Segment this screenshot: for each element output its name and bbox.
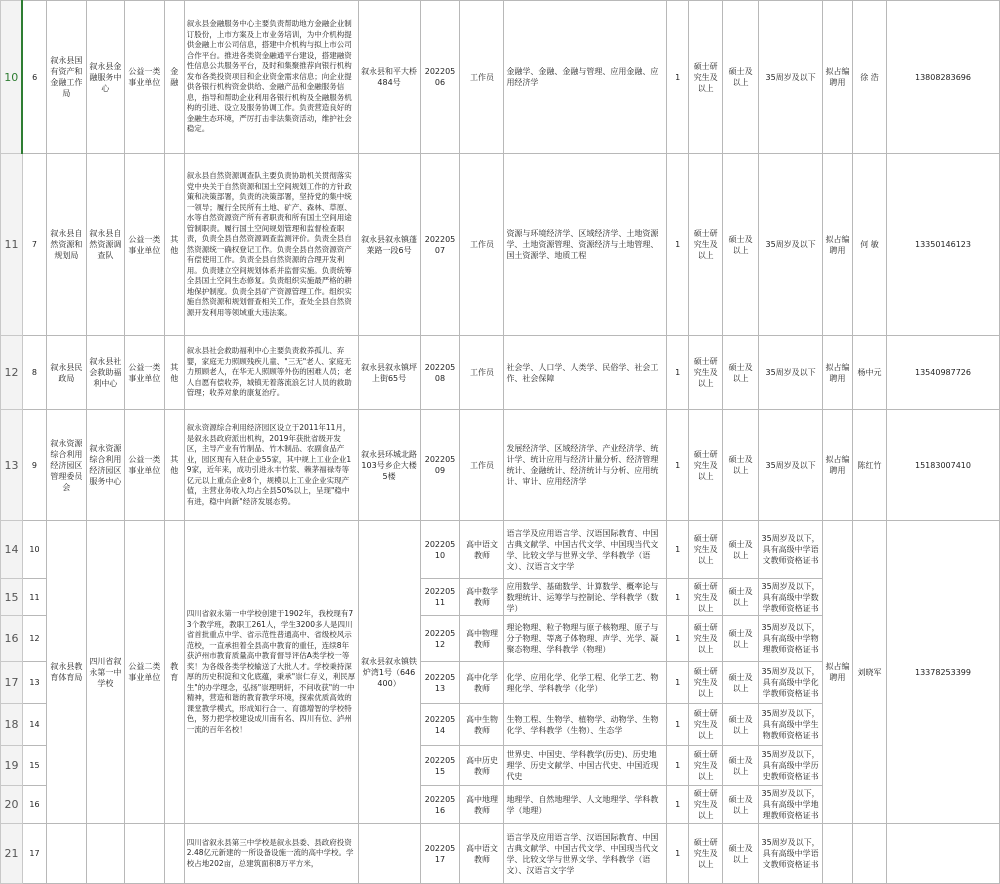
education-cell[interactable]: 硕士研究生及以上 bbox=[689, 1, 723, 154]
unit-cell[interactable]: 四川省叙永第一中学校 bbox=[86, 521, 124, 824]
contact-cell[interactable]: 何 敏 bbox=[853, 154, 887, 336]
intro-cell[interactable]: 四川省叙永县第三中学校是叙永县委、县政府投资2.48亿元新建的一所设备设施一流的高中学校。学校占地202亩，总建筑面积8万平方米， bbox=[184, 824, 358, 884]
age-cell[interactable]: 35周岁及以下，具有高级中学语文教师资格证书 bbox=[759, 521, 823, 579]
degree-cell[interactable]: 硕士及以上 bbox=[723, 336, 759, 410]
method-cell[interactable]: 拟占编聘用 bbox=[823, 521, 853, 824]
code-cell[interactable]: 20220506 bbox=[420, 1, 460, 154]
row-number[interactable]: 12 bbox=[1, 336, 23, 410]
major-cell[interactable]: 应用数学、基础数学、计算数学、概率论与数理统计、运筹学与控制论、学科教学（数学） bbox=[504, 579, 667, 616]
intro-cell[interactable]: 四川省叙永第一中学校创建于1902年，我校现有73个教学班，教职工261人，学生3200多人是四川省首批重点中学、省示范性普通高中、省级校风示范校，一直承担着全县高中教育的重任，连续8年获泸州市教育质量高中教育督导评估A类学校一等奖！为各级各类学校输送了大批人才。学校秉持深厚的历史积淀和文化底蕴，秉承"崇仁存义，利民厚生"的办学理念，弘扬"崇理明轩，不问收获"的一中精神，营造和谐的教育教学环境，探索优质高效的课堂教学模式，形成知行合一、育德增智的学校特色，努力把学校建设成川南有名、四川有位、泸州一流的百年名校！ bbox=[184, 521, 358, 824]
count-cell[interactable]: 1 bbox=[667, 336, 689, 410]
nature-cell[interactable]: 公益一类事业单位 bbox=[124, 1, 164, 154]
age-cell[interactable]: 35周岁及以下 bbox=[759, 1, 823, 154]
degree-cell[interactable]: 硕士及以上 bbox=[723, 154, 759, 336]
address-cell[interactable]: 叙永县和平大桥484号 bbox=[358, 1, 420, 154]
dept-cell[interactable]: 叙永县民政局 bbox=[46, 336, 86, 410]
row-number[interactable]: 16 bbox=[1, 616, 23, 662]
method-cell[interactable] bbox=[823, 824, 853, 884]
table-row bbox=[1, 521, 1000, 579]
seq-cell[interactable]: 14 bbox=[22, 704, 46, 746]
education-cell[interactable]: 硕士研究生及以上 bbox=[689, 662, 723, 704]
phone-cell[interactable]: 13808283696 bbox=[887, 1, 1000, 154]
row-number[interactable]: 11 bbox=[1, 154, 23, 336]
method-cell[interactable]: 拟占编聘用 bbox=[823, 1, 853, 154]
education-cell[interactable]: 硕士研究生及以上 bbox=[689, 410, 723, 521]
position-cell[interactable]: 高中化学教师 bbox=[460, 662, 504, 704]
degree-cell[interactable]: 硕士及以上 bbox=[723, 824, 759, 884]
code-cell[interactable]: 20220512 bbox=[420, 616, 460, 662]
position-cell[interactable]: 高中历史教师 bbox=[460, 746, 504, 786]
code-cell[interactable]: 20220510 bbox=[420, 521, 460, 579]
code-cell[interactable]: 20220509 bbox=[420, 410, 460, 521]
contact-cell[interactable]: 杨中元 bbox=[853, 336, 887, 410]
category-cell[interactable]: 其他 bbox=[164, 336, 184, 410]
age-cell[interactable]: 35周岁及以下，具有高级中学语文教师资格证书 bbox=[759, 824, 823, 884]
major-cell[interactable]: 语言学及应用语言学、汉语国际教育、中国古典文献学、中国古代文学、中国现当代文学、比较文学与世界文学、学科教学（语文）、汉语言文字学 bbox=[504, 521, 667, 579]
seq-cell[interactable]: 8 bbox=[22, 336, 46, 410]
nature-cell[interactable] bbox=[124, 824, 164, 884]
unit-cell[interactable] bbox=[86, 824, 124, 884]
seq-cell[interactable]: 12 bbox=[22, 616, 46, 662]
phone-cell[interactable] bbox=[887, 824, 1000, 884]
major-cell[interactable]: 化学、应用化学、化学工程、化学工艺、物理化学、学科教学（化学） bbox=[504, 662, 667, 704]
count-cell[interactable]: 1 bbox=[667, 1, 689, 154]
phone-cell[interactable]: 15183007410 bbox=[887, 410, 1000, 521]
contact-cell[interactable]: 陈红竹 bbox=[853, 410, 887, 521]
category-cell[interactable]: 其他 bbox=[164, 154, 184, 336]
position-cell[interactable]: 高中地理教师 bbox=[460, 786, 504, 824]
address-cell[interactable]: 叙永县叙永镇铁炉湾1号（646400） bbox=[358, 521, 420, 824]
row-number[interactable]: 19 bbox=[1, 746, 23, 786]
major-cell[interactable]: 语言学及应用语言学、汉语国际教育、中国古典文献学、中国古代文学、中国现当代文学、比较文学与世界文学、学科教学（语文）、汉语言文字学 bbox=[504, 824, 667, 884]
unit-cell[interactable]: 叙永县金融服务中心 bbox=[86, 1, 124, 154]
age-cell[interactable]: 35周岁及以下 bbox=[759, 336, 823, 410]
nature-cell[interactable]: 公益一类事业单位 bbox=[124, 410, 164, 521]
education-cell[interactable]: 硕士研究生及以上 bbox=[689, 704, 723, 746]
code-cell[interactable]: 20220516 bbox=[420, 786, 460, 824]
education-cell[interactable]: 硕士研究生及以上 bbox=[689, 579, 723, 616]
count-cell[interactable]: 1 bbox=[667, 786, 689, 824]
intro-cell[interactable]: 叙永县自然资源调查队主要负责协助机关贯彻落实党中央关于自然资源和国土空间规划工作的方针政策和决策部署，负责的决策部署，坚持党的集中统一领导；履行全民所有土地、矿产、森林、草原、水等自然资源资产所有者职责和所有国土空间用途管制职责。履行国土空间规划管理和监督检查职责，负责全县自然资源调查监测评价。负责全县自然资源统一确权登记工作。负责全县自然资源资产有偿使用工作。负责全县自然资源的合理开发利用。负责建立空间规划体系并监督实施。负责统筹全县国土空间生态修复。负责组织实施最严格的耕地保护制度。负责全县矿产资源管理工作。组织实施自然资源和规划督查相关工作，查处全县自然资源开发利用等领域重大违法案。 bbox=[184, 154, 358, 336]
seq-cell[interactable]: 11 bbox=[22, 579, 46, 616]
nature-cell[interactable]: 公益二类事业单位 bbox=[124, 521, 164, 824]
age-cell[interactable]: 35周岁及以下，具有高级中学地理教师资格证书 bbox=[759, 786, 823, 824]
intro-cell[interactable]: 叙永县社会救助福利中心主要负责救养孤儿、弃婴，家庭无力照顾残疾儿童、"三无"老人、家庭无力照顾老人，在华无人照顾等外伤的困难人员；老人自愿有偿收养，城镇无着落流浪乞讨人员的救助管理；收养对象的康复治疗。 bbox=[184, 336, 358, 410]
position-cell[interactable]: 高中物理教师 bbox=[460, 616, 504, 662]
method-cell[interactable]: 拟占编聘用 bbox=[823, 336, 853, 410]
address-cell[interactable]: 叙永县环城北路103号乡企大楼5楼 bbox=[358, 410, 420, 521]
age-cell[interactable]: 35周岁及以下，具有高级中学生物教师资格证书 bbox=[759, 704, 823, 746]
age-cell[interactable]: 35周岁及以下 bbox=[759, 410, 823, 521]
dept-cell[interactable] bbox=[46, 824, 86, 884]
major-cell[interactable]: 地理学、自然地理学、人文地理学、学科教学（地理） bbox=[504, 786, 667, 824]
code-cell[interactable]: 20220517 bbox=[420, 824, 460, 884]
address-cell[interactable]: 叙永县叙永镇蓬莱路一段6号 bbox=[358, 154, 420, 336]
category-cell[interactable] bbox=[164, 824, 184, 884]
education-cell[interactable]: 硕士研究生及以上 bbox=[689, 786, 723, 824]
major-cell[interactable]: 理论物理、粒子物理与原子核物理、原子与分子物理、等离子体物理、声学、光学、凝聚态物理、学科教学（物理） bbox=[504, 616, 667, 662]
intro-cell[interactable]: 叙永资源综合利用经济园区设立于2011年11月，是叙永县政府派出机构，2019年获批省级开发区，主导产业有竹制品、竹木制品、农副食品产业，园区现有入驻企业55家，其中规上工业企业19家，近年来，成功引进永丰竹浆、赖茅福禄寿等亿元以上重点企业8个，规模以上工业企业实现产值，主营业务收入均占全县50%以上，呈现"稳中有进，稳中向新"经济发展态势。 bbox=[184, 410, 358, 521]
address-cell[interactable]: 叙永县叙永镇坪上街65号 bbox=[358, 336, 420, 410]
degree-cell[interactable]: 硕士及以上 bbox=[723, 746, 759, 786]
nature-cell[interactable]: 公益一类事业单位 bbox=[124, 336, 164, 410]
table-row bbox=[1, 410, 1000, 521]
phone-cell[interactable]: 13378253399 bbox=[887, 521, 1000, 824]
age-cell[interactable]: 35周岁及以下，具有高级中学物理教师资格证书 bbox=[759, 616, 823, 662]
count-cell[interactable]: 1 bbox=[667, 579, 689, 616]
age-cell[interactable]: 35周岁及以下，具有高级中学历史教师资格证书 bbox=[759, 746, 823, 786]
count-cell[interactable]: 1 bbox=[667, 154, 689, 336]
count-cell[interactable]: 1 bbox=[667, 662, 689, 704]
code-cell[interactable]: 20220513 bbox=[420, 662, 460, 704]
contact-cell[interactable]: 刘晓军 bbox=[853, 521, 887, 824]
phone-cell[interactable]: 13540987726 bbox=[887, 336, 1000, 410]
phone-cell[interactable]: 13350146123 bbox=[887, 154, 1000, 336]
education-cell[interactable]: 硕士研究生及以上 bbox=[689, 746, 723, 786]
category-cell[interactable]: 其他 bbox=[164, 410, 184, 521]
education-cell[interactable]: 硕士研究生及以上 bbox=[689, 616, 723, 662]
seq-cell[interactable]: 7 bbox=[22, 154, 46, 336]
education-cell[interactable]: 硕士研究生及以上 bbox=[689, 824, 723, 884]
major-cell[interactable]: 世界史、中国史、学科教学(历史)、历史地理学、历史文献学、中国古代史、中国近现代史 bbox=[504, 746, 667, 786]
degree-cell[interactable]: 硕士及以上 bbox=[723, 786, 759, 824]
position-cell[interactable]: 工作员 bbox=[460, 154, 504, 336]
position-cell[interactable]: 高中数学教师 bbox=[460, 579, 504, 616]
education-cell[interactable]: 硕士研究生及以上 bbox=[689, 336, 723, 410]
major-cell[interactable]: 发展经济学、区域经济学、产业经济学、统计学、统计应用与经济计量分析、经济管理统计、金融统计、经济统计与分析、应用统计、审计、应用经济学 bbox=[504, 410, 667, 521]
code-cell[interactable]: 20220514 bbox=[420, 704, 460, 746]
education-cell[interactable]: 硕士研究生及以上 bbox=[689, 521, 723, 579]
code-cell[interactable]: 20220508 bbox=[420, 336, 460, 410]
degree-cell[interactable]: 硕士及以上 bbox=[723, 616, 759, 662]
seq-cell[interactable]: 6 bbox=[22, 1, 46, 154]
education-cell[interactable]: 硕士研究生及以上 bbox=[689, 154, 723, 336]
code-cell[interactable]: 20220515 bbox=[420, 746, 460, 786]
row-number[interactable]: 10 bbox=[1, 1, 23, 154]
dept-cell[interactable]: 叙永县教育体育局 bbox=[46, 521, 86, 824]
position-cell[interactable]: 工作员 bbox=[460, 1, 504, 154]
table-row bbox=[1, 154, 1000, 336]
age-cell[interactable]: 35周岁及以下，具有高级中学化学教师资格证书 bbox=[759, 662, 823, 704]
count-cell[interactable]: 1 bbox=[667, 746, 689, 786]
dept-cell[interactable]: 叙永县国有资产和金融工作局 bbox=[46, 1, 86, 154]
row-number[interactable]: 20 bbox=[1, 786, 23, 824]
count-cell[interactable]: 1 bbox=[667, 521, 689, 579]
position-cell[interactable]: 高中生物教师 bbox=[460, 704, 504, 746]
method-cell[interactable]: 拟占编聘用 bbox=[823, 410, 853, 521]
count-cell[interactable]: 1 bbox=[667, 410, 689, 521]
row-number[interactable]: 18 bbox=[1, 704, 23, 746]
seq-cell[interactable]: 10 bbox=[22, 521, 46, 579]
major-cell[interactable]: 资源与环境经济学、区域经济学、土地资源学、土地资源管理、资源经济与土地管理、国土资源学、地质工程 bbox=[504, 154, 667, 336]
code-cell[interactable]: 20220511 bbox=[420, 579, 460, 616]
row-number[interactable]: 15 bbox=[1, 579, 23, 616]
dept-cell[interactable]: 叙永资源综合利用经济园区管理委员会 bbox=[46, 410, 86, 521]
count-cell[interactable]: 1 bbox=[667, 616, 689, 662]
degree-cell[interactable]: 硕士及以上 bbox=[723, 662, 759, 704]
degree-cell[interactable]: 硕士及以上 bbox=[723, 410, 759, 521]
unit-cell[interactable]: 叙永县社会救助福利中心 bbox=[86, 336, 124, 410]
degree-cell[interactable]: 硕士及以上 bbox=[723, 579, 759, 616]
age-cell[interactable]: 35周岁及以下 bbox=[759, 154, 823, 336]
row-number[interactable]: 17 bbox=[1, 662, 23, 704]
category-cell[interactable]: 教育 bbox=[164, 521, 184, 824]
unit-cell[interactable]: 叙永资源综合利用经济园区服务中心 bbox=[86, 410, 124, 521]
position-cell[interactable]: 高中语文教师 bbox=[460, 824, 504, 884]
nature-cell[interactable]: 公益一类事业单位 bbox=[124, 154, 164, 336]
contact-cell[interactable] bbox=[853, 824, 887, 884]
intro-cell[interactable]: 叙永县金融服务中心主要负责帮助地方金融企业制订股份，上市方案及上市业务培训，为中介机构提供金融上市公司信息，搭建中介机构与拟上市公司合作平台。推进各类资金融通平台建设，搭建融资性信息公共服务平台，及时和集聚推荐向银行机构发布各类投资项目和企业资金需求信息；向企业提供各银行机构资金供给、金融产品和金融服务信息，指导和帮助企业利用各银行机构及全融服务机构的引进、设立及服务协调工作。负责营造良好的金融生态环境，严厉打击非法集资活动，维护社会稳定。 bbox=[184, 1, 358, 154]
position-cell[interactable]: 工作员 bbox=[460, 410, 504, 521]
contact-cell[interactable]: 徐 浩 bbox=[853, 1, 887, 154]
seq-cell[interactable]: 15 bbox=[22, 746, 46, 786]
row-number[interactable]: 14 bbox=[1, 521, 23, 579]
category-cell[interactable]: 金融 bbox=[164, 1, 184, 154]
method-cell[interactable]: 拟占编聘用 bbox=[823, 154, 853, 336]
seq-cell[interactable]: 13 bbox=[22, 662, 46, 704]
age-cell[interactable]: 35周岁及以下，具有高级中学数学教师资格证书 bbox=[759, 579, 823, 616]
major-cell[interactable]: 金融学、金融、金融与管理、应用金融、应用经济学 bbox=[504, 1, 667, 154]
row-number[interactable]: 13 bbox=[1, 410, 23, 521]
seq-cell[interactable]: 17 bbox=[22, 824, 46, 884]
major-cell[interactable]: 社会学、人口学、人类学、民俗学、社会工作、社会保障 bbox=[504, 336, 667, 410]
degree-cell[interactable]: 硕士及以上 bbox=[723, 704, 759, 746]
degree-cell[interactable]: 硕士及以上 bbox=[723, 1, 759, 154]
count-cell[interactable]: 1 bbox=[667, 824, 689, 884]
count-cell[interactable]: 1 bbox=[667, 704, 689, 746]
position-cell[interactable]: 高中语文教师 bbox=[460, 521, 504, 579]
degree-cell[interactable]: 硕士及以上 bbox=[723, 521, 759, 579]
row-number[interactable]: 21 bbox=[1, 824, 23, 884]
position-cell[interactable]: 工作员 bbox=[460, 336, 504, 410]
major-cell[interactable]: 生物工程、生物学、植物学、动物学、生物化学、学科教学（生物）、生态学 bbox=[504, 704, 667, 746]
seq-cell[interactable]: 16 bbox=[22, 786, 46, 824]
code-cell[interactable]: 20220507 bbox=[420, 154, 460, 336]
seq-cell[interactable]: 9 bbox=[22, 410, 46, 521]
table-row bbox=[1, 824, 1000, 884]
address-cell[interactable] bbox=[358, 824, 420, 884]
table-row bbox=[1, 1, 1000, 154]
dept-cell[interactable]: 叙永县自然资源和规划局 bbox=[46, 154, 86, 336]
unit-cell[interactable]: 叙永县自然资源调查队 bbox=[86, 154, 124, 336]
table-row bbox=[1, 336, 1000, 410]
